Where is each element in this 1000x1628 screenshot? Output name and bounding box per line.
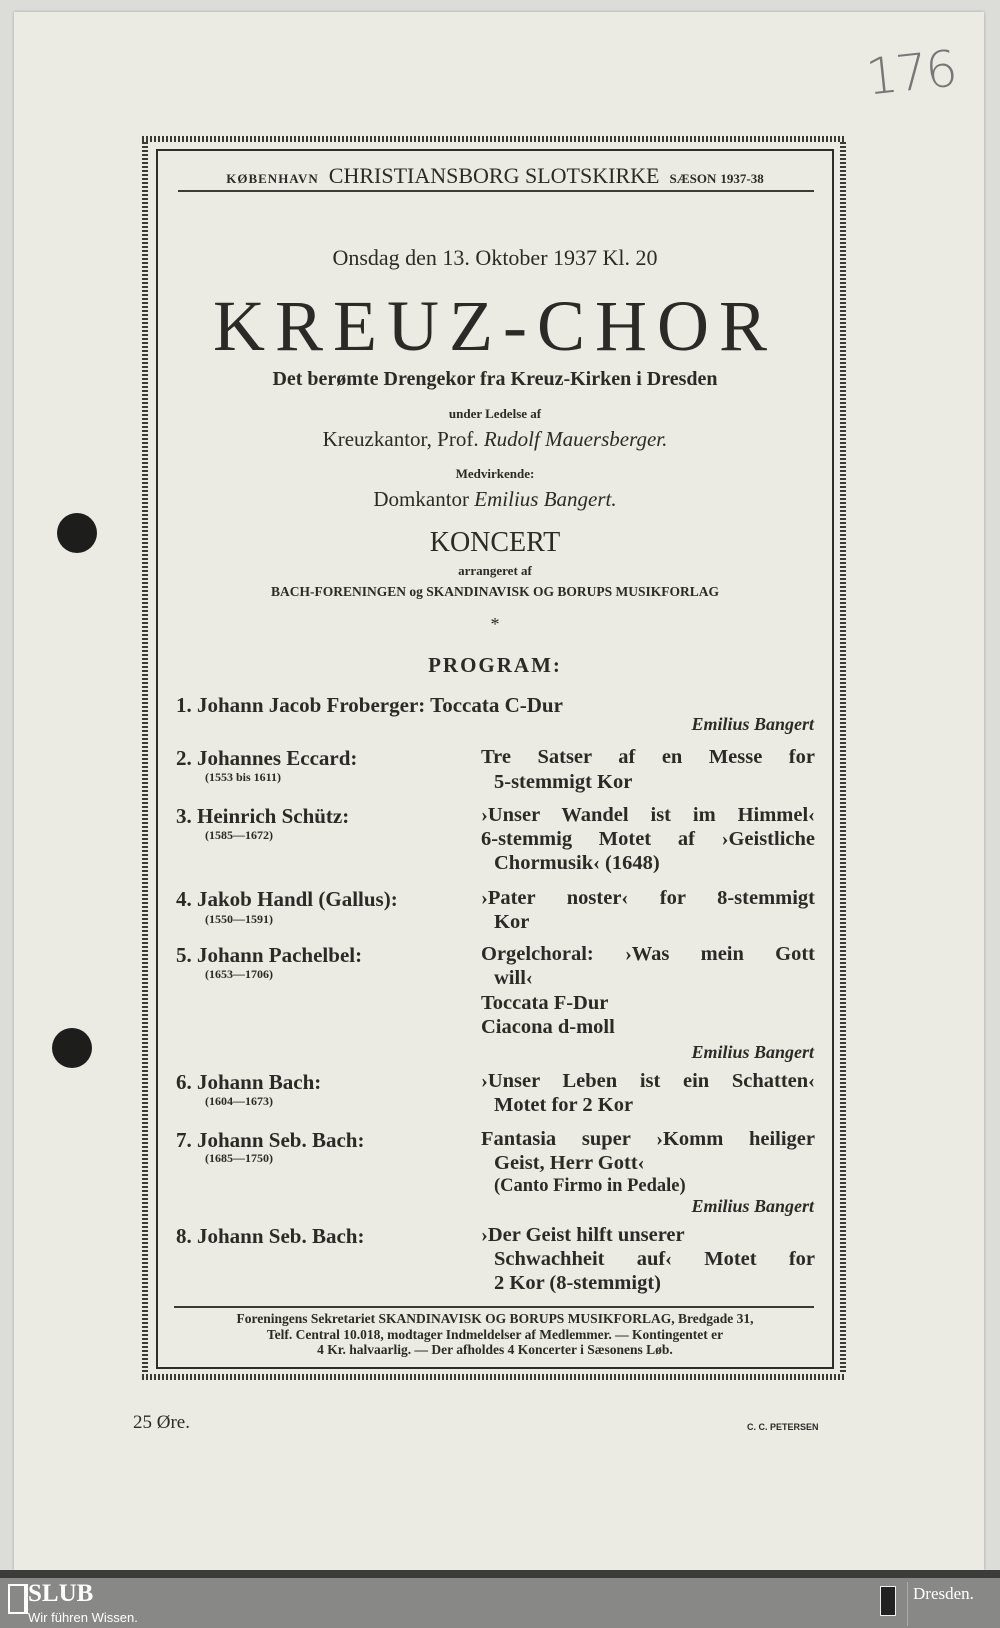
program-item-composer: 3. Heinrich Schütz:: [176, 804, 350, 828]
program-item-work: 5-stemmigt Kor: [494, 771, 633, 793]
program-item-work: ›Der Geist hilft unserer: [481, 1224, 685, 1246]
program-item-work: ›Unser Wandel ist im Himmel‹: [481, 804, 815, 826]
organizers: BACH-FORENINGEN og SKANDINAVISK OG BORUPS MUSIKFORLAG: [271, 584, 719, 599]
program-item-dates: (1553 bis 1611): [205, 770, 282, 784]
header: [156, 163, 834, 189]
slub-banner: [0, 1578, 1000, 1628]
program-item-composer: 7. Johann Seb. Bach:: [176, 1128, 365, 1152]
program-item-dates: (1550—1591): [205, 912, 273, 926]
program-item-work: will‹: [494, 967, 533, 989]
main-title: KREUZ-CHOR: [213, 286, 777, 366]
program-item-composer: 8. Johann Seb. Bach:: [176, 1224, 365, 1248]
footer-line: Foreningens Sekretariet SKANDINAVISK OG BORUPS MUSIKFORLAG, Bredgade 31,: [236, 1311, 754, 1326]
divider: [178, 190, 814, 192]
director: [156, 427, 834, 452]
program-item-work: Chormusik‹ (1648): [494, 852, 660, 874]
program-item-composer: 5. Johann Pachelbel:: [176, 943, 363, 967]
program-item-composer: 4. Jakob Handl (Gallus):: [176, 887, 398, 911]
program-heading: PROGRAM:: [428, 653, 562, 677]
star-ornament: *: [490, 614, 500, 634]
program-item-composer: 6. Johann Bach:: [176, 1070, 322, 1094]
printer-mark: C. C. PETERSEN: [747, 1422, 819, 1432]
participant: [156, 487, 834, 512]
program-item-work: Geist, Herr Gott‹: [494, 1152, 645, 1174]
program-item-work: Kor: [494, 911, 530, 933]
program-item-work: Tre Satser af en Messe for: [481, 746, 815, 768]
slub-tagline: Wir führen Wissen.: [28, 1610, 138, 1625]
participants-label: Medvirkende:: [455, 466, 535, 481]
program-item-composer: 2. Johannes Eccard:: [176, 746, 358, 770]
handwritten-number: 176: [863, 39, 959, 107]
direction-label: under Ledelse af: [448, 406, 542, 421]
program-item-work: Ciacona d-moll: [481, 1016, 615, 1038]
program-item-performer: Emilius Bangert: [691, 714, 814, 734]
header-city: KØBENHAVN: [226, 171, 319, 186]
participant-name: Emilius Bangert.: [474, 487, 617, 511]
program-item-dates: (1685—1750): [205, 1151, 273, 1165]
program-item-composer: 1. Johann Jacob Froberger: Toccata C-Dur: [176, 693, 563, 717]
dresden-logo[interactable]: Dresden.: [913, 1584, 974, 1603]
program-item-performer: Emilius Bangert: [691, 1196, 814, 1216]
header-season-label: SÆSON: [669, 171, 717, 186]
program-item-performer: Emilius Bangert: [691, 1042, 814, 1062]
program-item-dates: (1585—1672): [205, 828, 273, 842]
banner-edge: [0, 1570, 1000, 1578]
program-item-work: (Canto Firmo in Pedale): [494, 1176, 686, 1196]
header-season-year: 1937-38: [720, 171, 764, 186]
director-name: Rudolf Mauersberger.: [483, 427, 668, 451]
participant-title: Domkantor: [373, 487, 470, 511]
subtitle: Det berømte Drengekor fra Kreuz-Kirken i Dresden: [272, 368, 718, 390]
program-item-work: Orgelchoral: ›Was mein Gott: [481, 943, 815, 965]
program-item-work: ›Pater noster‹ for 8-stemmigt: [481, 887, 815, 909]
book-icon: [8, 1584, 28, 1614]
footer-divider: [174, 1306, 814, 1308]
program-item-work: Motet for 2 Kor: [494, 1094, 634, 1116]
footer-line: 4 Kr. halvaarlig. — Der afholdes 4 Koncerter i Sæsonens Løb.: [317, 1342, 673, 1357]
program-item-work: ›Unser Leben ist ein Schatten‹: [481, 1070, 815, 1092]
program-item-work: Schwachheit auf‹ Motet for: [494, 1248, 815, 1270]
date-line: Onsdag den 13. Oktober 1937 Kl. 20: [332, 245, 658, 270]
price: 25 Øre.: [133, 1412, 190, 1433]
arranged-label: arrangeret af: [458, 563, 532, 578]
slub-logo[interactable]: SLUB: [28, 1580, 94, 1607]
dresden-coat-of-arms-icon: [880, 1586, 896, 1616]
divider: [907, 1582, 908, 1626]
program-item-dates: (1653—1706): [205, 967, 273, 981]
footer-notice: [156, 1311, 834, 1358]
footer-line: Telf. Central 10.018, modtager Indmeldelser af Medlemmer. — Kontingentet er: [266, 1326, 724, 1342]
concert-heading: KONCERT: [429, 527, 561, 558]
program-item-work: 6-stemmig Motet af ›Geistliche: [481, 828, 815, 850]
director-title: Kreuzkantor, Prof.: [322, 427, 479, 451]
program-item-work: Fantasia super ›Komm heiliger: [481, 1128, 815, 1150]
program-item-dates: (1604—1673): [205, 1094, 273, 1108]
program-item-work: 2 Kor (8-stemmigt): [494, 1272, 661, 1294]
program-item-work: Toccata F-Dur: [481, 992, 609, 1014]
header-church: CHRISTIANSBORG SLOTSKIRKE: [328, 163, 660, 188]
punch-hole: [57, 513, 97, 553]
punch-hole: [52, 1028, 92, 1068]
